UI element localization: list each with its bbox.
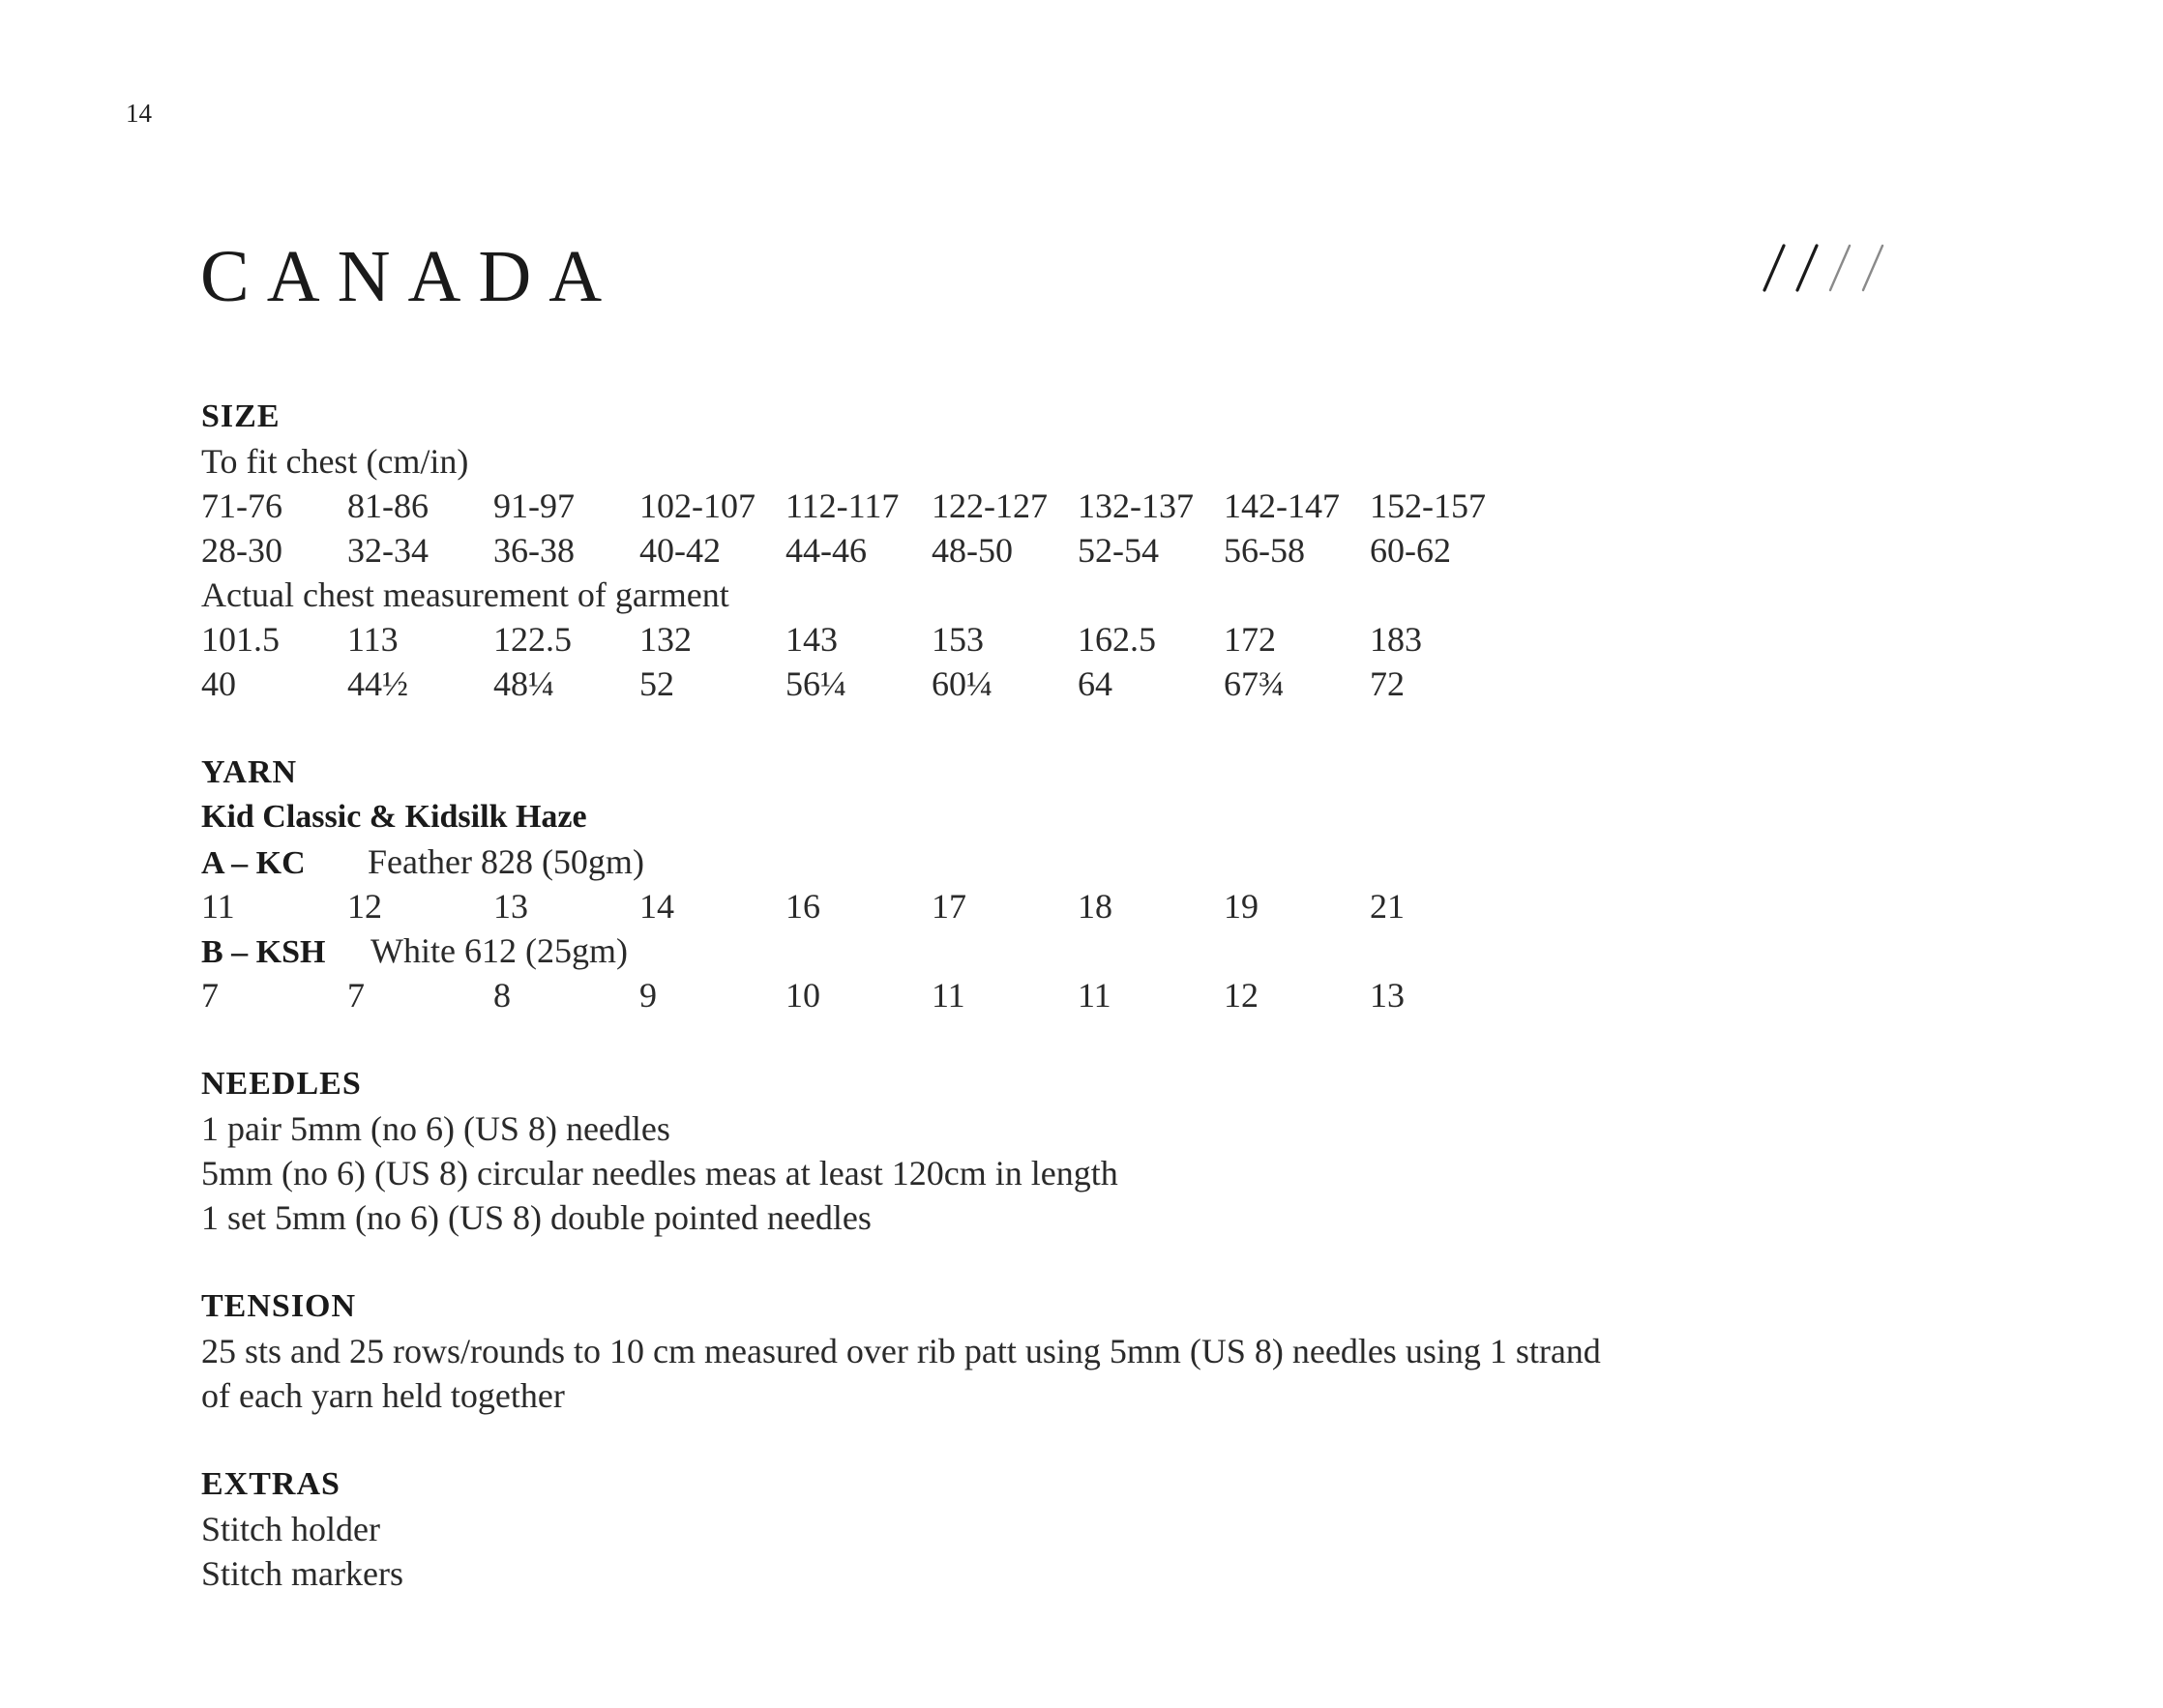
size-cell: 52-54 bbox=[1078, 531, 1159, 570]
page-number: 14 bbox=[126, 99, 152, 128]
size-cell: 44-46 bbox=[785, 531, 867, 570]
tension-line: 25 sts and 25 rows/rounds to 10 cm measured over rib patt using 5mm (US 8) needles using 1 strand bbox=[201, 1332, 1601, 1370]
size-cell: 102-107 bbox=[639, 486, 756, 525]
size-cell: 7 bbox=[347, 976, 365, 1015]
actual-cm-row bbox=[201, 617, 2039, 662]
yarn-a-desc: Feather 828 (50gm) bbox=[368, 842, 644, 881]
needles-heading: NEEDLES bbox=[201, 1066, 362, 1102]
size-cell: 60-62 bbox=[1370, 531, 1451, 570]
size-cell: 132 bbox=[639, 620, 692, 659]
pattern-info bbox=[201, 395, 2039, 1596]
size-cell: 64 bbox=[1078, 664, 1112, 703]
size-cell: 101.5 bbox=[201, 620, 280, 659]
size-cell: 13 bbox=[493, 887, 528, 926]
size-cell: 12 bbox=[1224, 976, 1259, 1015]
tension-heading: TENSION bbox=[201, 1288, 357, 1324]
yarn-b-qty-row bbox=[201, 973, 2039, 1017]
size-cell: 44½ bbox=[347, 664, 408, 703]
extras-heading: EXTRAS bbox=[201, 1466, 341, 1502]
size-cell: 162.5 bbox=[1078, 620, 1156, 659]
extras-line: Stitch holder bbox=[201, 1510, 380, 1548]
extras-line: Stitch markers bbox=[201, 1554, 403, 1593]
size-cell: 71-76 bbox=[201, 486, 282, 525]
size-cell: 16 bbox=[785, 887, 820, 926]
size-cell: 143 bbox=[785, 620, 838, 659]
actual-in-row bbox=[201, 662, 2039, 706]
size-cell: 8 bbox=[493, 976, 511, 1015]
size-heading: SIZE bbox=[201, 398, 281, 434]
yarn-a-label: A – KC bbox=[201, 845, 306, 881]
size-cell: 9 bbox=[639, 976, 657, 1015]
size-cell: 10 bbox=[785, 976, 820, 1015]
size-cell: 32-34 bbox=[347, 531, 429, 570]
extras-section bbox=[201, 1462, 2039, 1596]
size-cell: 142-147 bbox=[1224, 486, 1340, 525]
size-cell: 56¼ bbox=[785, 664, 846, 703]
size-cell: 7 bbox=[201, 976, 219, 1015]
size-cell: 56-58 bbox=[1224, 531, 1305, 570]
difficulty-slash-1 bbox=[1764, 246, 1784, 290]
size-cell: 48-50 bbox=[932, 531, 1013, 570]
size-cell: 172 bbox=[1224, 620, 1276, 659]
needles-line: 1 pair 5mm (no 6) (US 8) needles bbox=[201, 1109, 670, 1148]
size-cell: 52 bbox=[639, 664, 674, 703]
tension-line: of each yarn held together bbox=[201, 1376, 565, 1415]
chest-cm-row bbox=[201, 484, 2039, 528]
size-cell: 72 bbox=[1370, 664, 1405, 703]
size-cell: 183 bbox=[1370, 620, 1422, 659]
difficulty-slashes-icon bbox=[1751, 240, 1886, 294]
needles-section bbox=[201, 1062, 2039, 1240]
size-cell: 11 bbox=[1078, 976, 1111, 1015]
size-cell: 14 bbox=[639, 887, 674, 926]
size-cell: 81-86 bbox=[347, 486, 429, 525]
yarn-a-qty-row bbox=[201, 884, 2039, 928]
size-cell: 91-97 bbox=[493, 486, 575, 525]
chest-in-row bbox=[201, 528, 2039, 573]
size-cell: 13 bbox=[1370, 976, 1405, 1015]
yarn-heading: YARN bbox=[201, 754, 298, 790]
actual-chest-label: Actual chest measurement of garment bbox=[201, 575, 729, 614]
size-cell: 28-30 bbox=[201, 531, 282, 570]
needles-line: 5mm (no 6) (US 8) circular needles meas at least 120cm in length bbox=[201, 1154, 1118, 1193]
size-cell: 40-42 bbox=[639, 531, 721, 570]
size-section bbox=[201, 395, 2039, 706]
size-cell: 113 bbox=[347, 620, 399, 659]
difficulty-slash-2 bbox=[1797, 246, 1817, 290]
size-cell: 122-127 bbox=[932, 486, 1048, 525]
size-cell: 11 bbox=[932, 976, 965, 1015]
size-cell: 48¼ bbox=[493, 664, 554, 703]
needles-line: 1 set 5mm (no 6) (US 8) double pointed needles bbox=[201, 1198, 872, 1237]
size-cell: 152-157 bbox=[1370, 486, 1486, 525]
size-cell: 36-38 bbox=[493, 531, 575, 570]
size-cell: 19 bbox=[1224, 887, 1259, 926]
size-cell: 122.5 bbox=[493, 620, 572, 659]
pattern-title: CANADA bbox=[200, 236, 620, 317]
yarn-b-line bbox=[201, 928, 2039, 973]
size-cell: 67¾ bbox=[1224, 664, 1285, 703]
size-cell: 17 bbox=[932, 887, 966, 926]
yarn-a-line bbox=[201, 839, 2039, 884]
chest-label: To fit chest (cm/in) bbox=[201, 442, 469, 481]
yarn-b-label: B – KSH bbox=[201, 934, 326, 970]
difficulty-slash-3 bbox=[1830, 246, 1850, 290]
size-cell: 11 bbox=[201, 887, 235, 926]
size-cell: 21 bbox=[1370, 887, 1405, 926]
yarn-name: Kid Classic & Kidsilk Haze bbox=[201, 799, 587, 835]
size-cell: 60¼ bbox=[932, 664, 993, 703]
size-cell: 18 bbox=[1078, 887, 1112, 926]
tension-section bbox=[201, 1284, 2039, 1418]
size-cell: 112-117 bbox=[785, 486, 900, 525]
yarn-b-desc: White 612 (25gm) bbox=[370, 931, 628, 970]
yarn-section bbox=[201, 751, 2039, 1017]
size-cell: 132-137 bbox=[1078, 486, 1194, 525]
difficulty-slash-4 bbox=[1863, 246, 1882, 290]
size-cell: 153 bbox=[932, 620, 984, 659]
size-cell: 12 bbox=[347, 887, 382, 926]
size-cell: 40 bbox=[201, 664, 236, 703]
